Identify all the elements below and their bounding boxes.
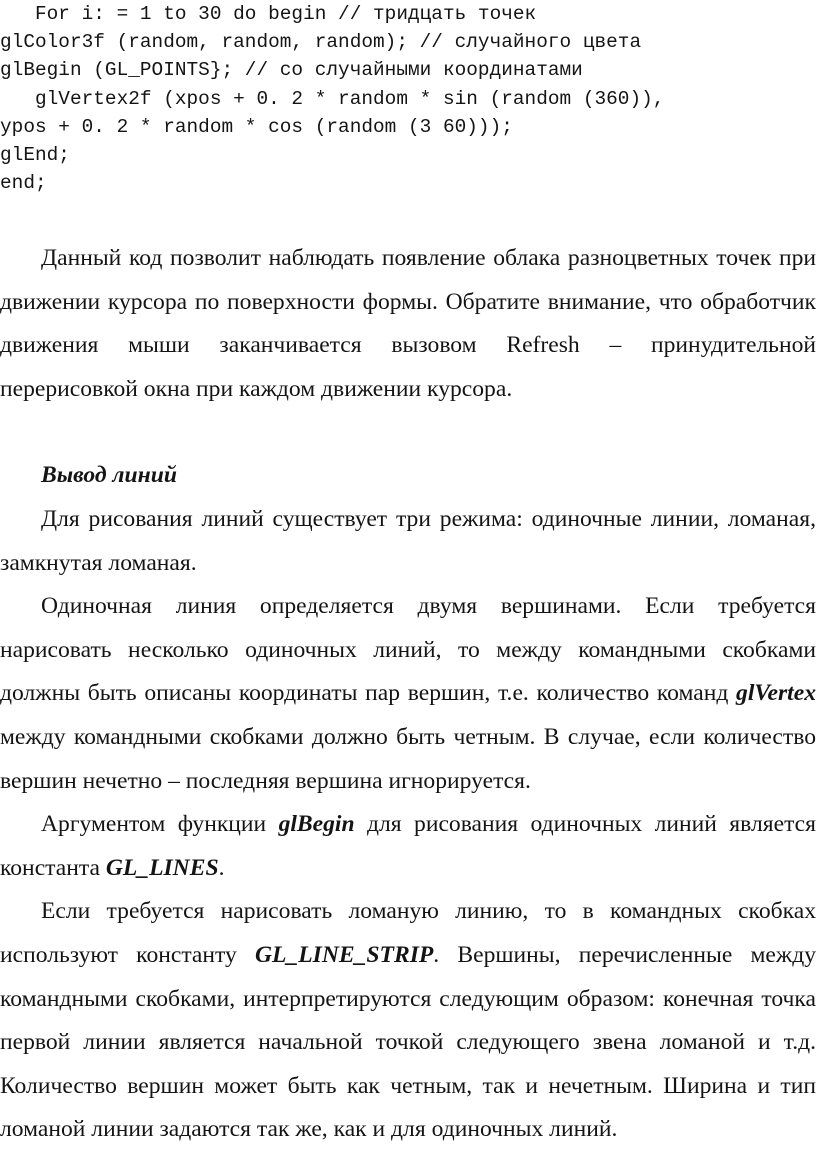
paragraph-gl-lines	[0, 803, 816, 890]
keyword-gl-lines: GL_LINES	[105, 854, 219, 881]
text-run: Если требуется нарисовать ломаную линию, то в командных скобках используют константу	[0, 898, 816, 968]
code-line: glEnd;	[0, 143, 70, 166]
text-run: .	[218, 854, 225, 881]
code-line: For i: = 1 to 30 do begin // тридцать точек	[0, 3, 537, 25]
code-line: glVertex2f (xpos + 0. 2 * random * sin (random (360)),	[0, 87, 665, 110]
code-line: ypos + 0. 2 * random * cos (random (3 60)));	[0, 115, 513, 138]
paragraph-refresh-note: Данный код позволит наблюдать появление облака разноцветных точек при движении курсора по поверхности формы. Обратите внимание, что обработчик движения мыши заканчивается вызовом Refresh – принудительной перерисовкой окна при каждом движении курсора.	[0, 245, 816, 402]
code-line: glBegin (GL_POINTS}; // со случайными координатами	[0, 59, 583, 82]
spacer	[0, 411, 816, 454]
code-line: glColor3f (random, random, random); // случайного цвета	[0, 31, 642, 54]
section-heading: Вывод линий	[41, 462, 177, 489]
keyword-glbegin: glBegin	[278, 811, 355, 838]
keyword-glvertex: glVertex	[736, 680, 816, 707]
keyword-gl-line-strip: GL_LINE_STRIP	[255, 941, 434, 968]
code-listing	[0, 0, 816, 197]
paragraph-line-modes: Для рисования линий существует три режима: одиночные линии, ломаная, замкнутая ломаная.	[0, 505, 816, 576]
paragraph-line-strip	[0, 890, 816, 1152]
text-run: между командными скобками должно быть четным. В случае, если количество вершин нечетно – последняя вершина игнорируется.	[0, 723, 816, 794]
text-run: . Вершины, перечисленные между командными скобками, интерпретируются следующим образом: конечная точка первой линии является начальной точкой следующего звена ломаной и т.д. Количество вершин может быть как четным, так и нечетным. Ширина и тип ломаной линии задаются так же, как и для одиночных линий.	[0, 941, 816, 1143]
document-body	[0, 237, 816, 1152]
code-line: end;	[0, 172, 47, 195]
paragraph-single-lines	[0, 585, 816, 803]
text-run: Аргументом функции	[41, 811, 279, 838]
text-run: для рисования одиночных линий является константа	[0, 811, 816, 881]
text-run: Одиночная линия определяется двумя вершинами. Если требуется нарисовать несколько одиночных линий, то между командными скобками должны быть описаны координаты пар вершин, т.е. количество команд	[0, 593, 816, 707]
